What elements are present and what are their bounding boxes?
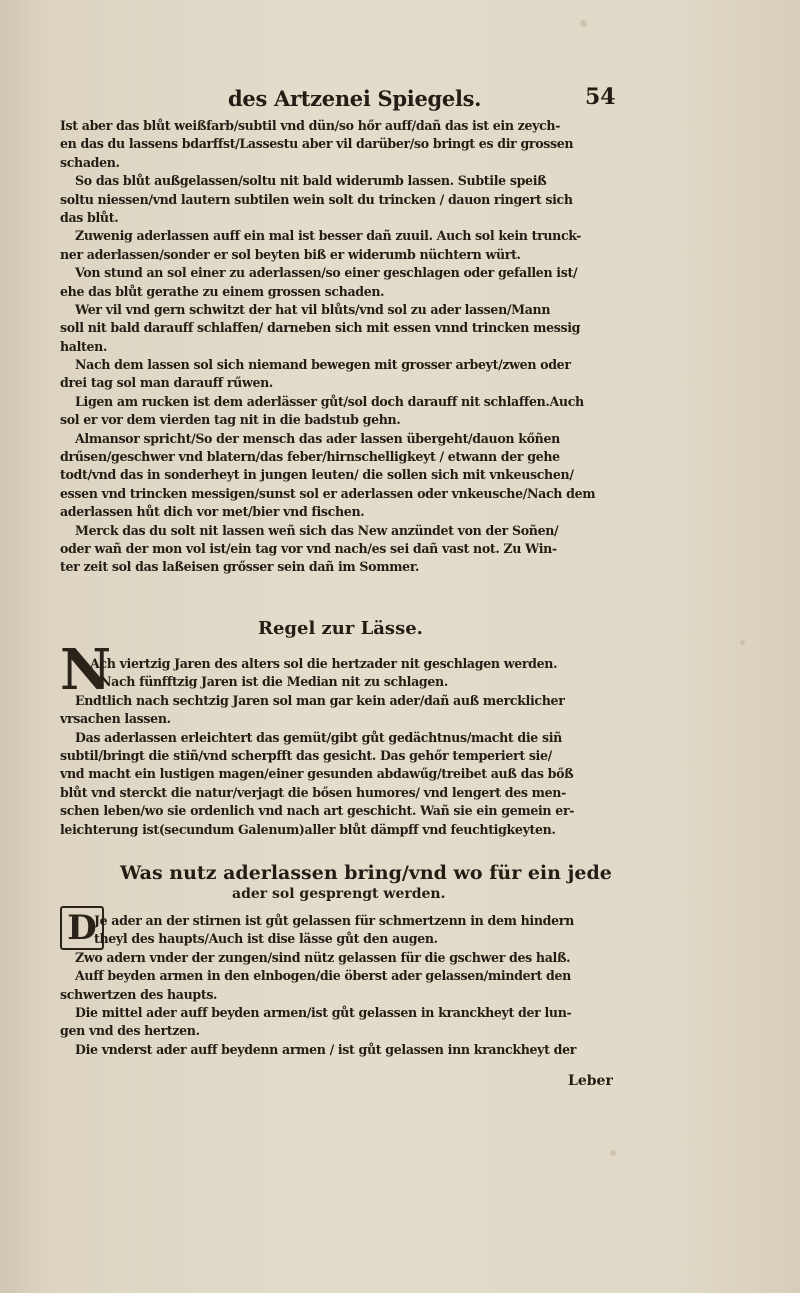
paper-stain bbox=[610, 1150, 616, 1156]
paper-stain bbox=[580, 20, 587, 27]
text-line: vnd macht ein lustigen magen/einer gesunden abdawűg/treibet auß das bőß bbox=[60, 766, 574, 782]
drop-cap-initial: N bbox=[60, 637, 112, 703]
text-line: drűsen/geschwer vnd blatern/das feber/hirnschelligkeyt / etwann der gehe bbox=[60, 449, 560, 465]
text-line: Zuwenig aderlassen auff ein mal ist besser dañ zuuil. Auch sol kein trunck- bbox=[75, 228, 582, 244]
text-line: Ist aber das blůt weißfarb/subtil vnd dün/so hőr auff/dañ das ist ein zeych- bbox=[60, 118, 561, 133]
text-line: soll nit bald darauff schlaffen/ darneben sich mit essen vnnd trincken messig bbox=[60, 320, 581, 336]
text-line: Von stund an sol einer zu aderlassen/so einer geschlagen oder gefallen ist/ bbox=[75, 265, 578, 281]
running-header-title: des Artzenei Spiegels. bbox=[228, 86, 482, 111]
text-line: ner aderlassen/sonder er sol beyten biß er widerumb nüchtern würt. bbox=[60, 246, 521, 262]
text-line: halten. bbox=[60, 338, 108, 354]
text-line: Die vnderst ader auff beydenn armen / ist gůt gelassen inn kranckheyt der bbox=[75, 1041, 577, 1057]
heading-regel: Regel zur Lässe. bbox=[258, 618, 423, 639]
text-line: theyl des haupts/Auch ist dise lässe gůt den augen. bbox=[94, 931, 438, 947]
text-line: gen vnd des hertzen. bbox=[60, 1023, 200, 1039]
text-line: en das du lassens bdarffst/Lassestu aber vil darüber/so bringt es dir grossen bbox=[60, 136, 574, 152]
text-line: Das aderlassen erleichtert das gemüt/gibt gůt gedächtnus/macht die siñ bbox=[75, 729, 562, 745]
text-line: das blůt. bbox=[60, 209, 119, 225]
text-line: oder wañ der mon vol ist/ein tag vor vnd nach/es sei dañ vast not. Zu Win- bbox=[60, 540, 557, 556]
text-line: Je ader an der stirnen ist gůt gelassen für schmertzenn in dem hindern bbox=[94, 913, 574, 928]
section-a bbox=[60, 117, 626, 577]
text-line: Almansor spricht/So der mensch das ader lassen übergeht/dauon kőñen bbox=[75, 430, 560, 446]
heading-nutz: Was nutz aderlassen bring/vnd wo für ein jede bbox=[120, 862, 612, 884]
text-line: aderlassen hůt dich vor met/bier vnd fischen. bbox=[60, 504, 365, 520]
text-line: Nach fünfftzig Jaren ist die Median nit zu schlagen. bbox=[100, 674, 448, 690]
paper-stain bbox=[740, 640, 745, 645]
text-line: essen vnd trincken messigen/sunst sol er aderlassen oder vnkeusche/Nach dem bbox=[60, 485, 596, 501]
text-line: ehe das blůt gerathe zu einem grossen schaden. bbox=[60, 283, 385, 299]
text-line: schwertzen des haupts. bbox=[60, 986, 218, 1002]
text-line: Wer vil vnd gern schwitzt der hat vil blůts/vnd sol zu ader lassen/Mann bbox=[75, 301, 551, 317]
text-line: Endtlich nach sechtzig Jaren sol man gar kein ader/dañ auß mercklicher bbox=[75, 692, 565, 708]
text-line: Nach dem lassen sol sich niemand bewegen mit grosser arbeyt/zwen oder bbox=[75, 357, 571, 373]
text-line: drei tag sol man darauff rűwen. bbox=[60, 375, 273, 391]
text-line: soltu niessen/vnd lautern subtilen wein solt du trincken / dauon ringert sich bbox=[60, 191, 573, 207]
text-line: Die mittel ader auff beyden armen/ist gůt gelassen in kranckheyt der lun- bbox=[75, 1004, 572, 1020]
heading-nutz-sub: ader sol gesprengt werden. bbox=[232, 886, 446, 902]
section-c bbox=[60, 912, 626, 1059]
text-line: schen leben/wo sie ordenlich vnd nach art geschicht. Wañ sie ein gemein er- bbox=[60, 803, 575, 819]
text-line: Auff beyden armen in den elnbogen/die öberst ader gelassen/mindert den bbox=[75, 968, 571, 984]
text-line: ter zeit sol das laßeisen grősser sein dañ im Sommer. bbox=[60, 559, 420, 575]
text-line: subtil/bringt die stiñ/vnd scherpfft das gesicht. Das gehőr temperiert sie/ bbox=[60, 747, 552, 763]
text-line: blůt vnd sterckt die natur/verjagt die bősen humores/ vnd lengert des men- bbox=[60, 784, 566, 800]
text-line: Ligen am rucken ist dem aderlässer gůt/sol doch darauff nit schlaffen.Auch bbox=[75, 393, 584, 409]
text-line: Ach viertzig Jaren des alters sol die hertzader nit geschlagen werden. bbox=[90, 656, 558, 671]
text-line: sol er vor dem vierden tag nit in die badstub gehn. bbox=[60, 412, 401, 428]
page-number: 54 bbox=[585, 84, 616, 110]
text-line: schaden. bbox=[60, 154, 120, 170]
text-line: Zwo adern vnder der zungen/sind nütz gelassen für die gschwer des halß. bbox=[75, 949, 571, 965]
text-line: todt/vnd das in sonderheyt in jungen leuten/ die sollen sich mit vnkeuschen/ bbox=[60, 467, 574, 483]
drop-cap-initial: D bbox=[60, 906, 104, 950]
text-line: vrsachen lassen. bbox=[60, 711, 171, 727]
text-line: leichterung ist(secundum Galenum)aller blůt dämpff vnd feuchtigkeyten. bbox=[60, 821, 556, 837]
text-line: Merck das du solt nit lassen weñ sich das New anzündet von der Soñen/ bbox=[75, 522, 559, 538]
text-line: So das blůt außgelassen/soltu nit bald widerumb lassen. Subtile speiß bbox=[75, 173, 547, 189]
catchword: Leber bbox=[568, 1073, 613, 1089]
section-b bbox=[60, 655, 626, 839]
